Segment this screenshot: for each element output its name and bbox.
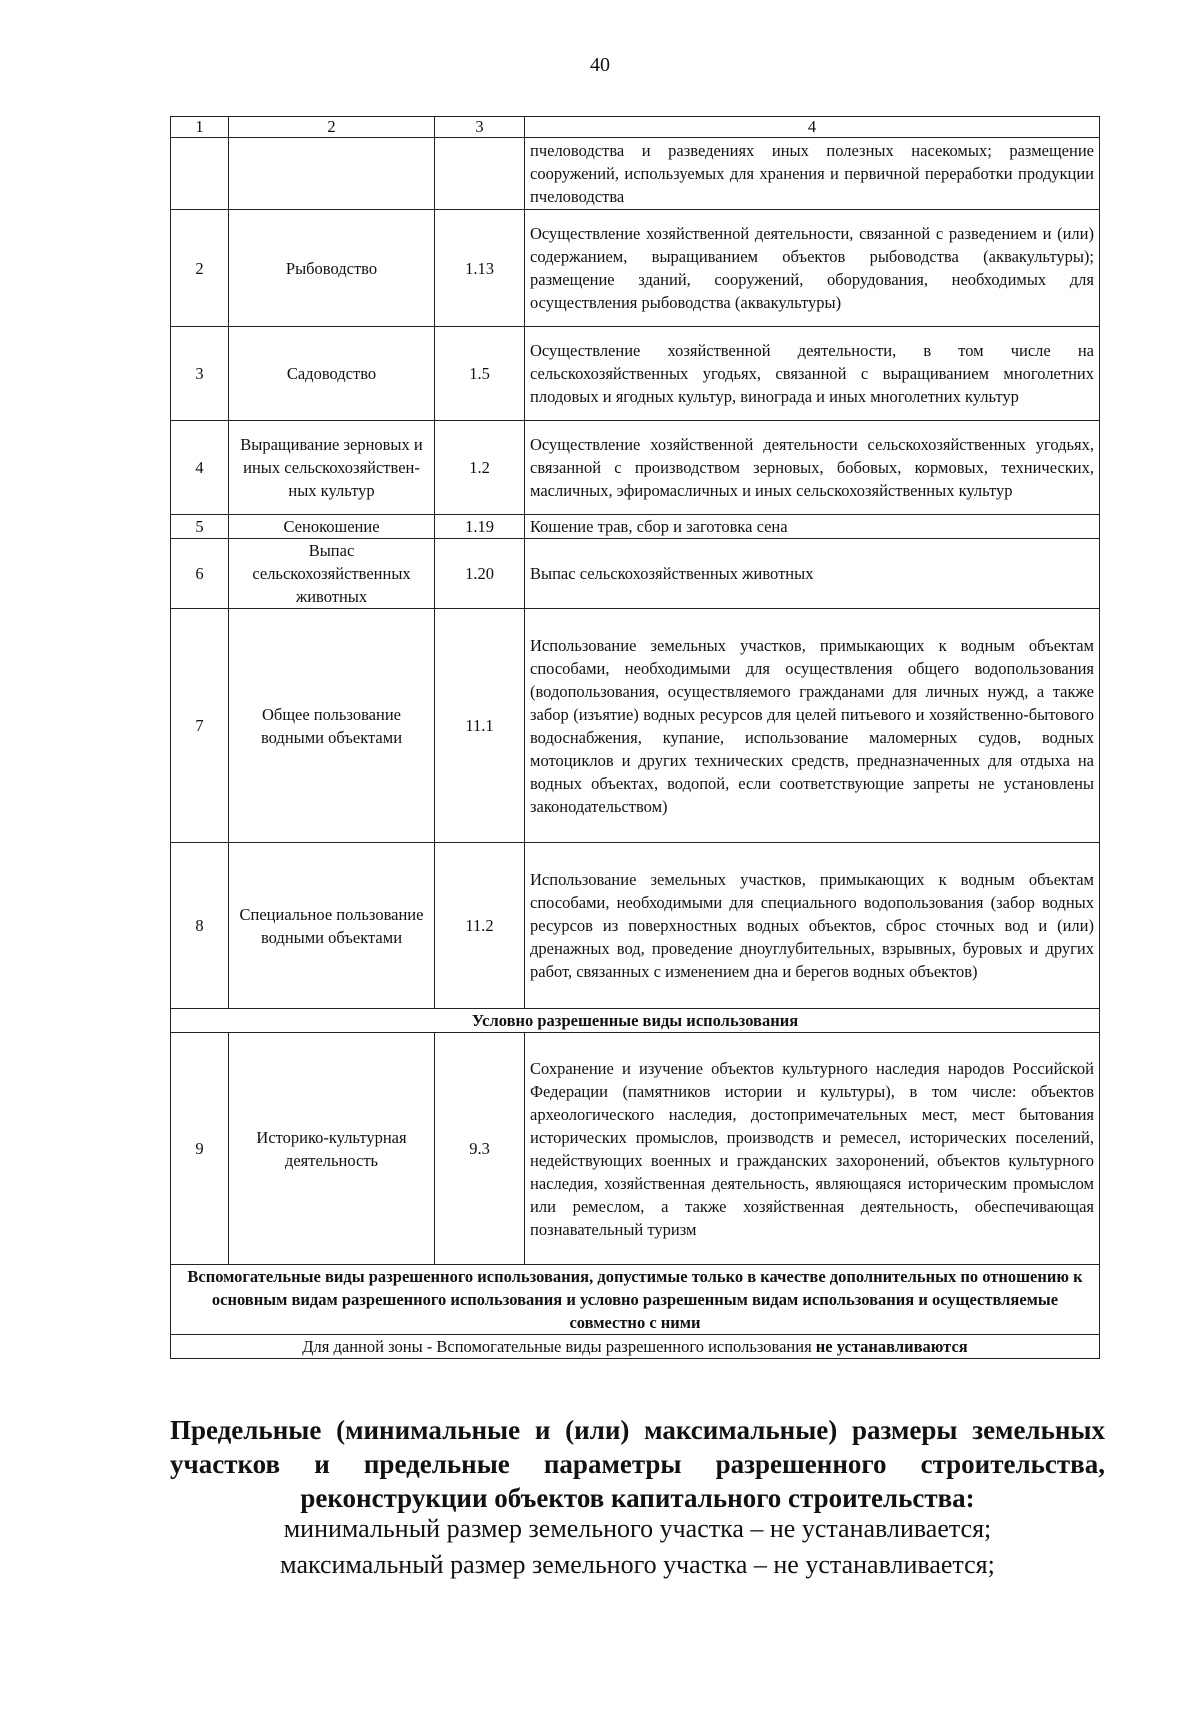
note-emphasis: не устанавливаются [815,1337,968,1356]
use-name: Выпас сельскохозяйственных животных [229,539,435,609]
row-number [171,138,229,210]
row-number: 2 [171,210,229,327]
max-plot-size: максимальный размер земельного участка – не устанавливается; [280,1550,995,1579]
section-header-row [171,1009,1100,1033]
use-code: 1.2 [435,421,525,515]
table-row [171,327,1100,421]
auxiliary-uses-note [171,1335,1100,1359]
use-code: 1.20 [435,539,525,609]
row-number: 9 [171,1033,229,1265]
row-number: 4 [171,421,229,515]
table-row [171,1033,1100,1265]
use-description: Осуществление хозяйственной деятельности сельскохозяйственных угодьях, связанной с производством зерновых, бобовых, кормовых, технических, масличных, эфиромасличных и иных сельскохозяйственных культур [525,421,1100,515]
note-row [171,1335,1100,1359]
use-description: Использование земельных участков, примыкающих к водным объектам способами, необходимыми для осуществления общего водопользования (водопользования, осуществляемого гражданами для личных нужд, а также забор (изъятие) водных ресурсов для целей питьевого и хозяйственно-бытового водоснабжения, купание, использование маломерных судов, водных мотоциклов и других технических средств, предназначенных для отдыха на водных объектах, водопой, если соответствующие запреты не установлены законодательством) [525,609,1100,843]
use-code: 1.13 [435,210,525,327]
table-row [171,210,1100,327]
use-description: Осуществление хозяйственной деятельности, в том числе на сельскохозяйственных угодьях, связанной с выращиванием многолетних плодовых и ягодных культур, винограда и иных многолетних культур [525,327,1100,421]
table-row [171,138,1100,210]
use-description: Осуществление хозяйственной деятельности, связанной с разведением и (или) содержанием, выращиванием объектов рыбоводства (аквакультуры); размещение зданий, сооружений, оборудования, необходимых для осуществления рыбоводства (аквакультуры) [525,210,1100,327]
section-header-row [171,1265,1100,1335]
table-row [171,539,1100,609]
size-parameters [170,1511,1105,1583]
row-number: 5 [171,515,229,539]
column-header: 3 [435,117,525,138]
column-header: 4 [525,117,1100,138]
permitted-use-table [170,116,1100,1359]
use-name: Рыбоводство [229,210,435,327]
table-row [171,609,1100,843]
use-code: 11.2 [435,843,525,1009]
use-name: Выращивание зерновых и иных сельскохозяйствен-ных культур [229,421,435,515]
use-name: Специальное пользование водными объектами [229,843,435,1009]
use-name [229,138,435,210]
row-number: 6 [171,539,229,609]
table-row [171,515,1100,539]
min-plot-size: минимальный размер земельного участка – не устанавливается; [283,1514,992,1543]
use-name: Садоводство [229,327,435,421]
table-header-row [171,117,1100,138]
column-header: 2 [229,117,435,138]
use-code: 9.3 [435,1033,525,1265]
use-description: пчеловодства и разведениях иных полезных насекомых; размещение сооружений, используемых для хранения и первичной переработки продукции пчеловодства [525,138,1100,210]
use-description: Выпас сельскохозяйственных животных [525,539,1100,609]
table-row [171,421,1100,515]
use-code: 11.1 [435,609,525,843]
use-code [435,138,525,210]
column-header: 1 [171,117,229,138]
note-text: Для данной зоны - Вспомогательные виды разрешенного использования [302,1337,816,1356]
use-description: Кошение трав, сбор и заготовка сена [525,515,1100,539]
page-number: 40 [590,54,610,76]
section-heading: Предельные (минимальные и (или) максимальные) размеры земельных участков и предельные параметры разрешенного строительства, реконструкции объектов капитального строительства: [170,1415,1105,1513]
use-description: Сохранение и изучение объектов культурного наследия народов Российской Федерации (памятников истории и культуры), в том числе: объектов археологического наследия, достопримечательных мест, мест бытования исторических промыслов, производств и ремесел, исторических поселений, недействующих военных и гражданских захоронений, объектов культурного наследия, хозяйственная деятельность, являющаяся историческим промыслом или ремеслом, а также хозяйственная деятельность, обеспечивающая познавательный туризм [525,1033,1100,1265]
row-number: 7 [171,609,229,843]
row-number: 8 [171,843,229,1009]
table-row [171,843,1100,1009]
use-name: Сенокошение [229,515,435,539]
use-description: Использование земельных участков, примыкающих к водным объектам способами, необходимыми для специального водопользования (забор водных ресурсов из поверхностных водных объектов, сброс сточных вод и (или) дренажных вод, проведение дноуглубительных, взрывных, буровых и других работ, связанных с изменением дна и берегов водных объектов) [525,843,1100,1009]
use-code: 1.5 [435,327,525,421]
use-name: Историко-культурная деятельность [229,1033,435,1265]
use-code: 1.19 [435,515,525,539]
conditional-uses-heading: Условно разрешенные виды использования [171,1009,1100,1033]
auxiliary-uses-heading: Вспомогательные виды разрешенного использования, допустимые только в качестве дополнительных по отношению к основным видам разрешенного использования и условно разрешенным видам использования и осуществляемые совместно с ними [171,1265,1100,1335]
use-name: Общее пользование водными объектами [229,609,435,843]
row-number: 3 [171,327,229,421]
